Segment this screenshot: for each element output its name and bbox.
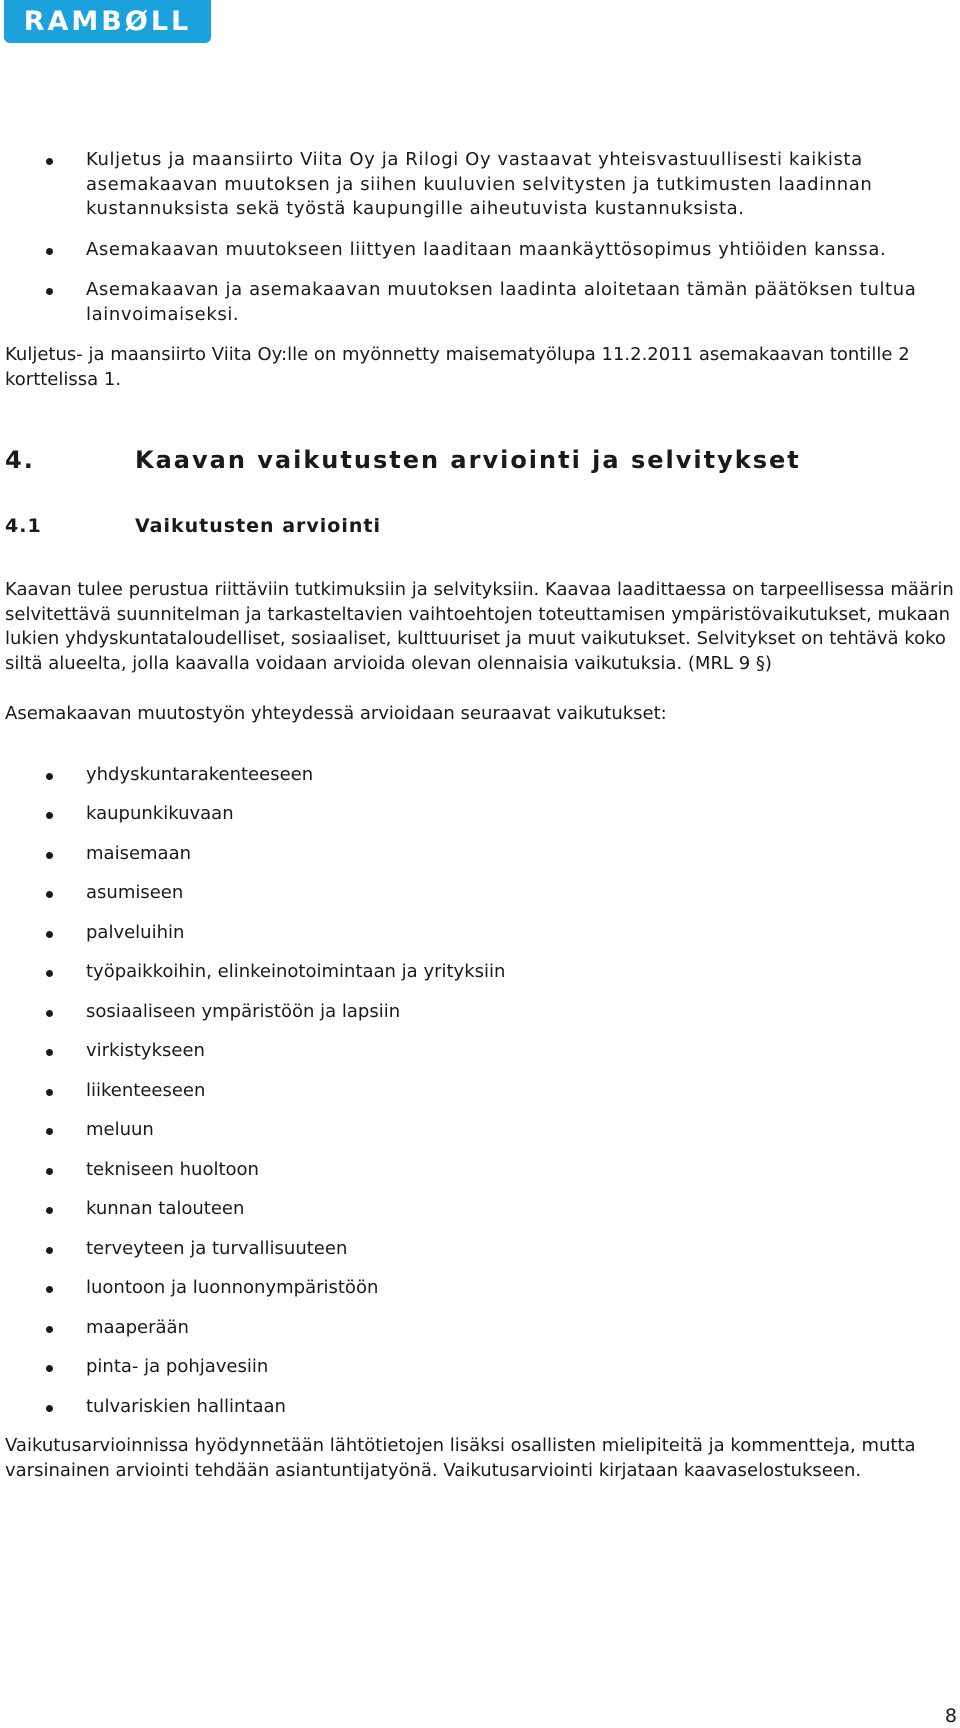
document-page [5,148,955,1483]
list-item: terveyteen ja turvallisuuteen [5,1237,955,1277]
list-item: pinta- ja pohjavesiin [5,1355,955,1395]
list-item: virkistykseen [5,1039,955,1079]
intro-bullet-list [5,148,955,327]
subsection-title: Vaikutusten arviointi [135,514,381,537]
subsection-heading [5,514,955,539]
list-item: maaperään [5,1316,955,1356]
list-item: sosiaaliseen ympäristöön ja lapsiin [5,1000,955,1040]
list-item: yhdyskuntarakenteeseen [5,763,955,803]
list-item: Asemakaavan muutokseen liittyen laaditaan maankäyttösopimus yhtiöiden kanssa. [5,238,955,263]
list-item: kaupunkikuvaan [5,802,955,842]
list-item: maisemaan [5,842,955,882]
list-item: tulvariskien hallintaan [5,1395,955,1435]
ramboll-logo [4,0,211,43]
list-item: luontoon ja luonnonympäristöön [5,1276,955,1316]
list-item: työpaikkoihin, elinkeinotoimintaan ja yrityksiin [5,960,955,1000]
assessment-paragraph: Kaavan tulee perustua riittäviin tutkimuksiin ja selvityksiin. Kaavaa laadittaessa on tarpeellisessa määrin selvitettävä suunnitelman ja tarkasteltavien vaihtoehtojen toteuttamisen ympäristövaikutukset, mukaan lukien yhdyskuntataloudelliset, sosiaaliset, kulttuuriset ja muut vaikutukset. Selvitykset on tehtävä koko siltä alueelta, jolla kaavalla voidaan arvioida olevan olennaisia vaikutuksia. (MRL 9 §) [5,579,954,674]
list-item: Asemakaavan ja asemakaavan muutoksen laadinta aloitetaan tämän päätöksen tultua lainvoimaiseksi. [5,278,955,327]
section-title: Kaavan vaikutusten arviointi ja selvitykset [135,446,801,474]
list-item: tekniseen huoltoon [5,1158,955,1198]
impact-list [5,763,955,1435]
closing-paragraph: Vaikutusarvioinnissa hyödynnetään lähtötietojen lisäksi osallisten mielipiteitä ja kommentteja, mutta varsinainen arviointi tehdään asiantuntijatyönä. Vaikutusarviointi kirjataan kaavaselostukseen. [5,1435,916,1481]
list-item: liikenteeseen [5,1079,955,1119]
logo-text: RAMBØLL [23,6,192,37]
section-number: 4. [5,446,35,474]
subsection-number: 4.1 [5,514,42,537]
list-item: meluun [5,1118,955,1158]
list-item: palveluihin [5,921,955,961]
section-heading [5,448,955,473]
list-item: kunnan talouteen [5,1197,955,1237]
list-intro: Asemakaavan muutostyön yhteydessä arvioidaan seuraavat vaikutukset: [5,703,667,724]
page-number: 8 [944,1705,957,1727]
list-item: asumiseen [5,881,955,921]
permit-paragraph: Kuljetus- ja maansiirto Viita Oy:lle on myönnetty maisematyölupa 11.2.2011 asemakaavan tontille 2 korttelissa 1. [5,344,910,390]
list-item: Kuljetus ja maansiirto Viita Oy ja Rilogi Oy vastaavat yhteisvastuullisesti kaikista asemakaavan muutoksen ja siihen kuuluvien selvitysten ja tutkimusten laadinnan kustannuksista sekä työstä kaupungille aiheutuvista kustannuksista. [5,148,955,222]
